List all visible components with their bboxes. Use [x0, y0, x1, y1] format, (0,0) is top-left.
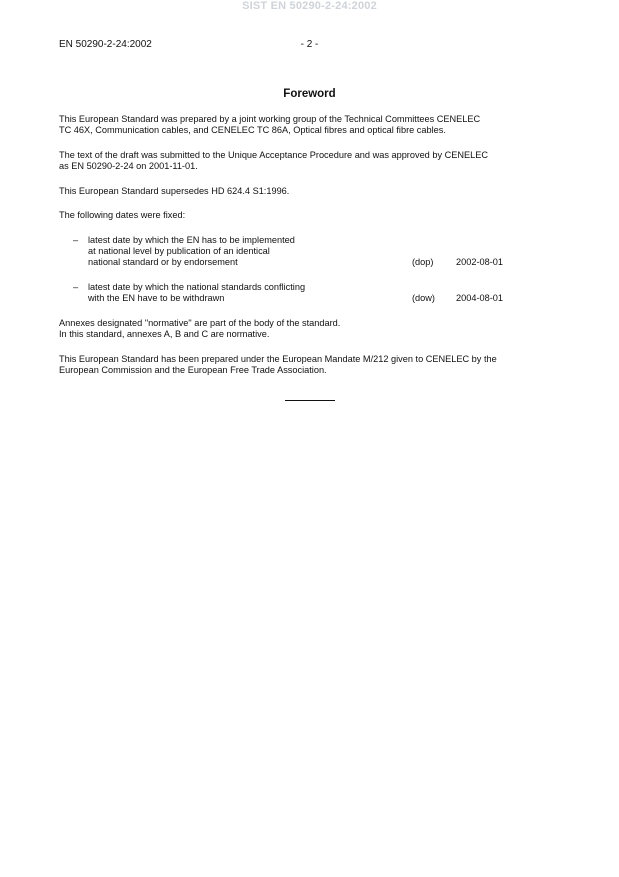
date-item-text	[88, 235, 295, 268]
date-value: 2004-08-01	[456, 293, 503, 303]
paragraph-supersedes	[59, 186, 561, 197]
date-item-text	[88, 282, 305, 304]
text-line: latest date by which the national standards conflicting	[88, 282, 306, 292]
text-line: at national level by publication of an identical	[88, 246, 270, 256]
paragraph-dates-intro	[59, 210, 561, 221]
text-line: Annexes designated "normative" are part of the body of the standard.	[59, 318, 341, 328]
text-line: with the EN have to be withdrawn	[88, 293, 225, 303]
end-rule	[285, 400, 335, 401]
text-line: European Commission and the European Free Trade Association.	[59, 365, 327, 375]
page-number: - 2 -	[300, 39, 319, 50]
text-line: This European Standard has been prepared under the European Mandate M/212 given to CENELEC by the	[59, 354, 497, 364]
text-line: In this standard, annexes A, B and C are normative.	[59, 329, 270, 339]
watermark: SIST EN 50290-2-24:2002	[242, 0, 377, 12]
date-code: (dow)	[412, 293, 435, 303]
text-line: TC 46X, Communication cables, and CENELEC TC 86A, Optical fibres and optical fibre cables.	[59, 125, 446, 135]
document-id: EN 50290-2-24:2002	[59, 39, 152, 50]
text-line: This European Standard supersedes HD 624.4 S1:1996.	[59, 186, 290, 196]
paragraph-annexes	[59, 318, 561, 340]
text-line: This European Standard was prepared by a joint working group of the Technical Committees CENELEC	[59, 114, 481, 124]
date-code: (dop)	[412, 257, 434, 267]
paragraph-mandate	[59, 354, 561, 376]
text-line: as EN 50290-2-24 on 2001-11-01.	[59, 161, 198, 171]
dash-bullet: –	[73, 235, 79, 245]
page-title: Foreword	[283, 88, 336, 100]
date-item-dop	[59, 235, 561, 269]
date-value: 2002-08-01	[456, 257, 503, 267]
text-line: latest date by which the EN has to be implemented	[88, 235, 295, 245]
dash-bullet: –	[73, 282, 79, 292]
paragraph-prepared-by	[59, 114, 561, 136]
text-line: national standard or by endorsement	[88, 257, 238, 267]
date-item-dow	[59, 282, 561, 305]
paragraph-approval	[59, 150, 561, 172]
text-line: The text of the draft was submitted to the Unique Acceptance Procedure and was approved by CENELEC	[59, 150, 488, 160]
text-line: The following dates were fixed:	[59, 210, 186, 220]
